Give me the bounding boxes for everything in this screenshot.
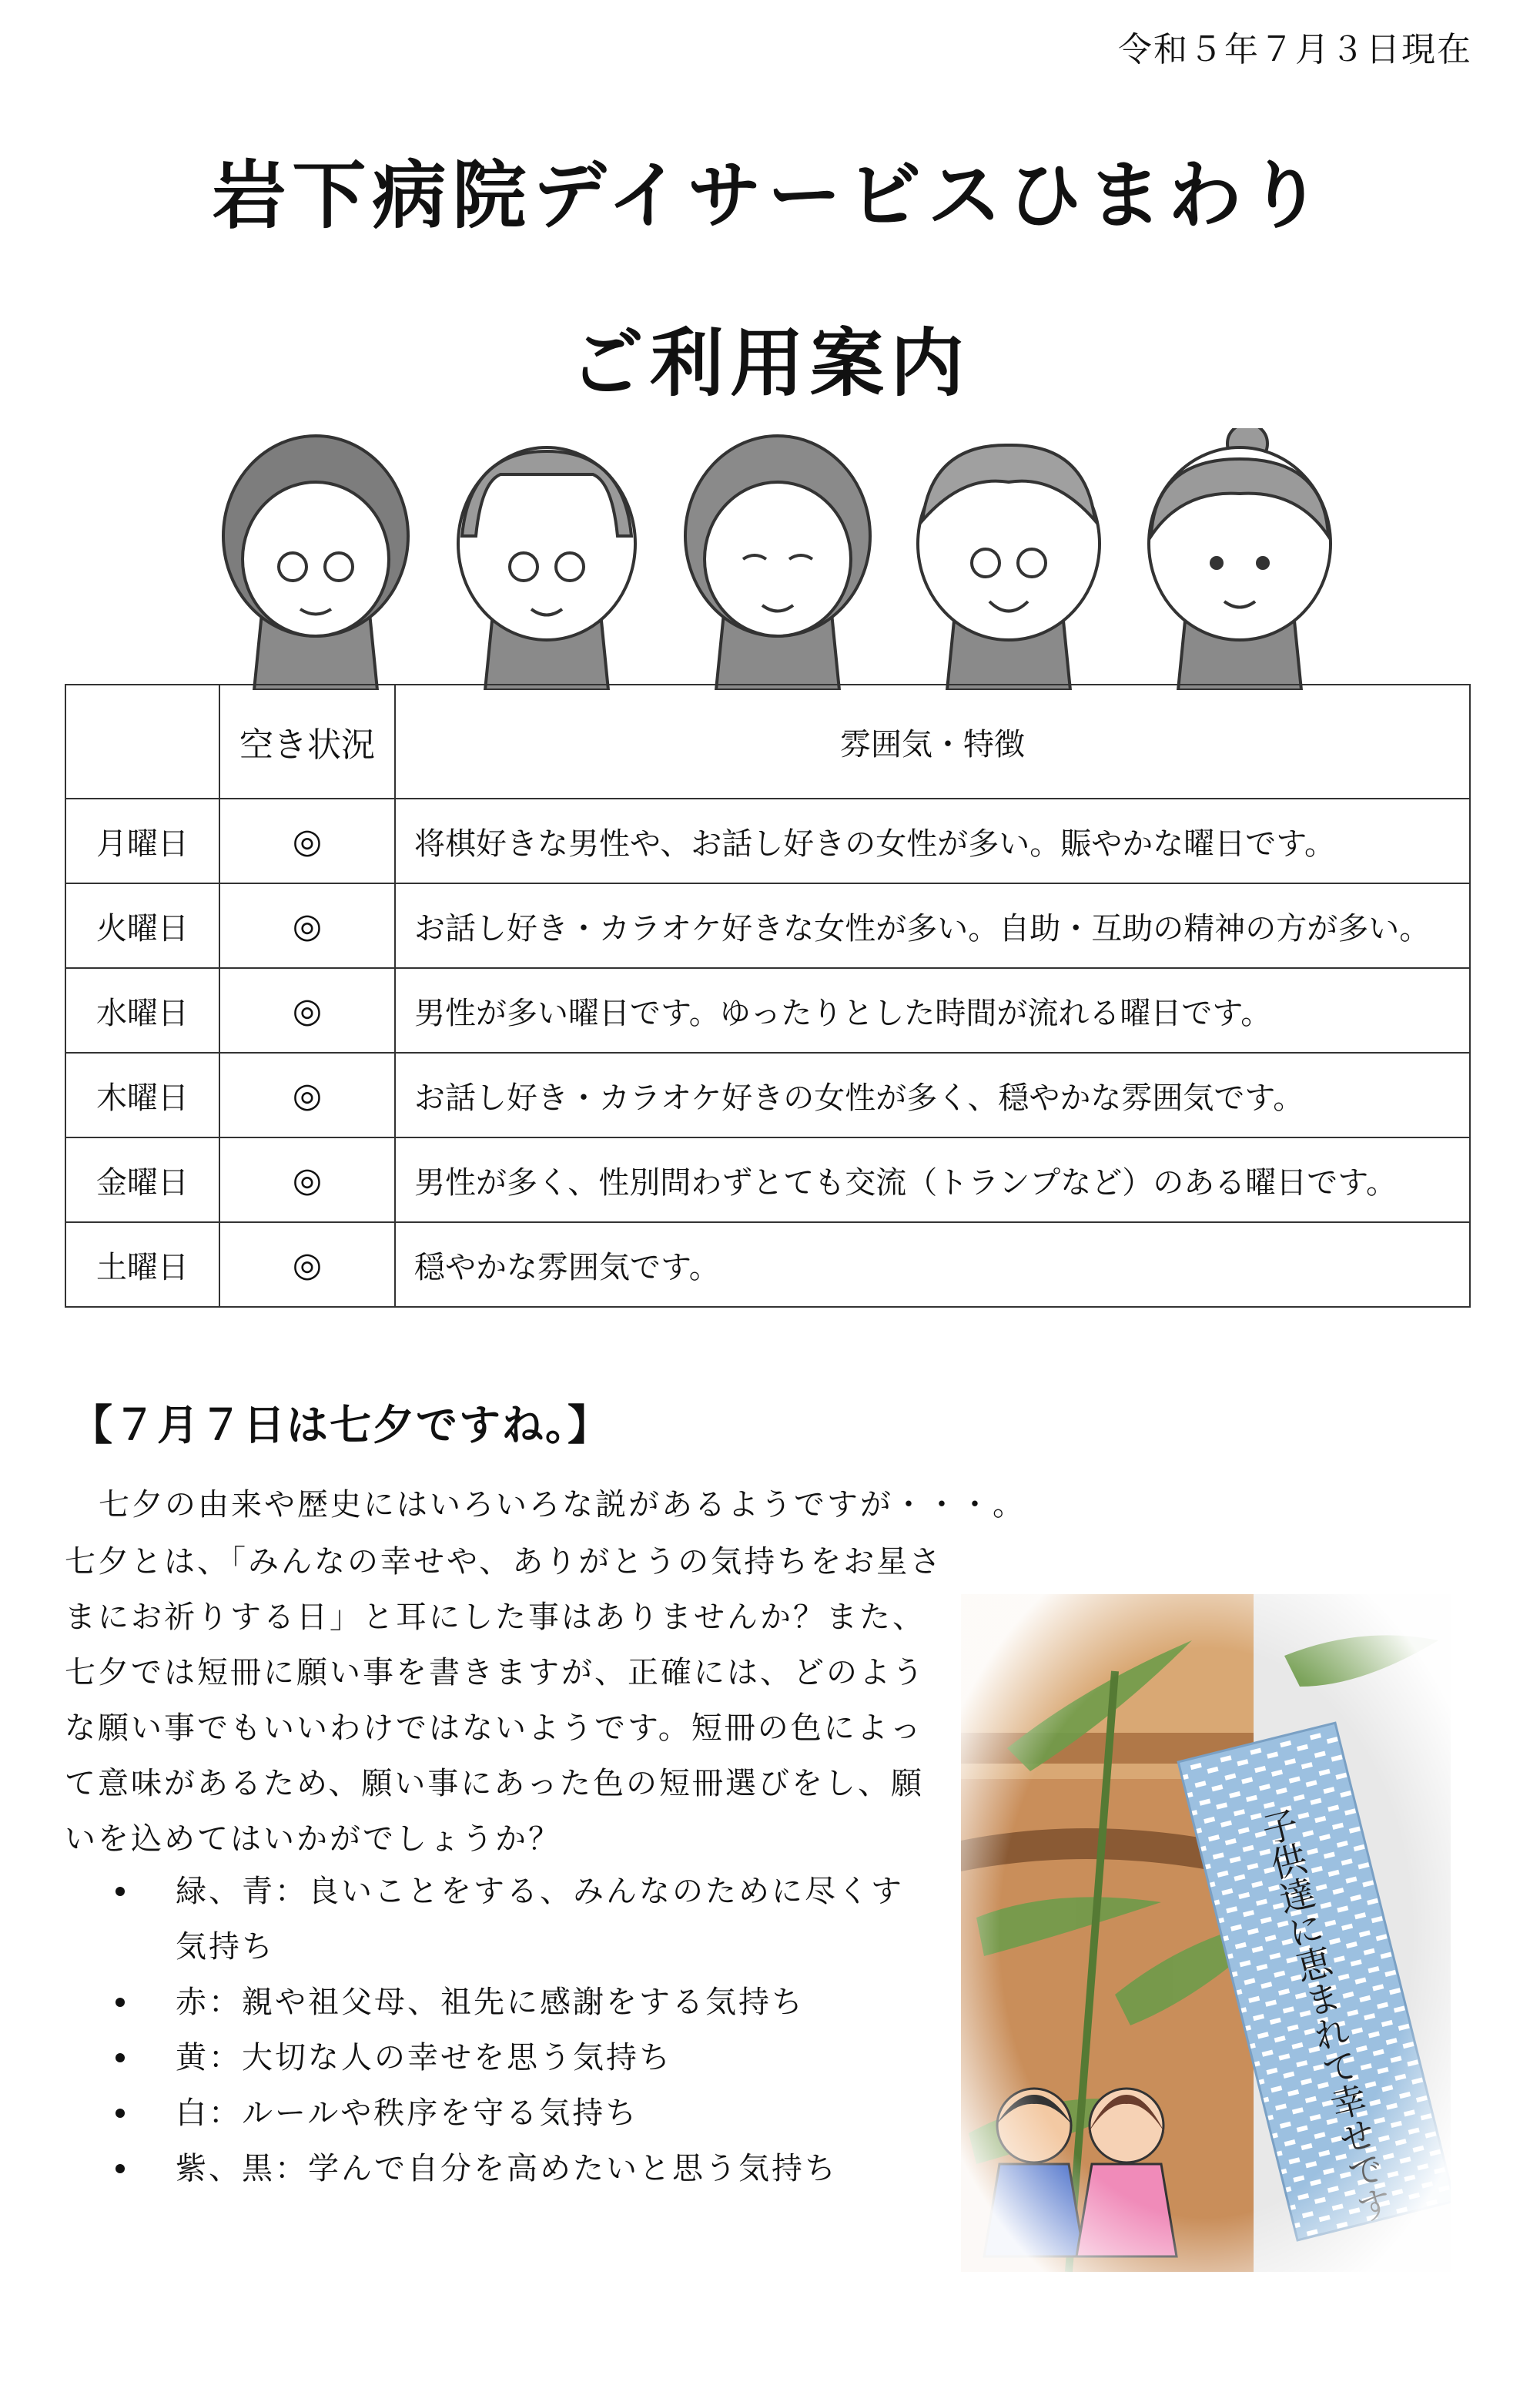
table-row — [65, 799, 1470, 883]
table-header-row — [65, 685, 1470, 799]
bullet-icon — [116, 1887, 125, 1896]
table-row — [65, 1137, 1470, 1222]
tanabata-intro: 七夕の由来や歴史にはいろいろな説があるようですが・・・。 — [99, 1487, 1026, 1523]
paragraph-line: 七夕とは、「みんなの幸せや、ありがとうの気持ちをお星さ — [65, 1544, 943, 1580]
table-row — [65, 968, 1470, 1053]
availability-cell: ◎ — [219, 799, 395, 883]
note-cell: 穏やかな雰囲気です。 — [395, 1222, 1470, 1307]
availability-table — [65, 684, 1471, 1308]
table-header-notes: 雰囲気・特徴 — [395, 685, 1470, 799]
list-item-text: 白：ルールや秩序を守る気持ち — [176, 2096, 639, 2131]
paragraph-line: 七夕では短冊に願い事を書きますが、正確には、どのよう — [65, 1655, 926, 1690]
elder-face-1 — [223, 436, 408, 690]
elderly-people-illustration — [208, 428, 1348, 690]
color-meaning-list — [108, 1864, 924, 2196]
paragraph-line: まにお祈りする日」と耳にした事はありませんか？また、 — [65, 1600, 926, 1635]
list-item-text: 緑、青：良いことをする、みんなのために尽くす — [176, 1874, 904, 1909]
note-cell: 男性が多い曜日です。ゆったりとした時間が流れる曜日です。 — [395, 968, 1470, 1053]
note-cell: 男性が多く、性別問わずとても交流（トランプなど）のある曜日です。 — [395, 1137, 1470, 1222]
table-row — [65, 1053, 1470, 1137]
note-cell: お話し好き・カラオケ好きな女性が多い。自助・互助の精神の方が多い。 — [395, 883, 1470, 968]
table-header-availability: 空き状況 — [219, 685, 395, 799]
note-cell: お話し好き・カラオケ好きの女性が多く、穏やかな雰囲気です。 — [395, 1053, 1470, 1137]
availability-cell: ◎ — [219, 1053, 395, 1137]
paragraph-line: な願い事でもいいわけではないようです。短冊の色によっ — [65, 1710, 923, 1746]
elder-face-2 — [458, 447, 635, 690]
day-cell: 木曜日 — [65, 1053, 219, 1137]
tanabata-heading: 【７月７日は七夕ですね。】 — [71, 1400, 611, 1449]
tanabata-photo — [961, 1594, 1451, 2272]
table-header-day — [65, 685, 219, 799]
list-item — [108, 2141, 924, 2196]
bullet-icon — [116, 2053, 125, 2062]
date-label: 令和５年７月３日現在 — [1118, 30, 1472, 69]
list-item-text: 黄：大切な人の幸せを思う気持ち — [176, 2040, 672, 2075]
elder-face-4 — [918, 445, 1100, 690]
elder-face-5 — [1149, 428, 1331, 690]
availability-cell: ◎ — [219, 1137, 395, 1222]
paragraph-line: て意味があるため、願い事にあった色の短冊選びをし、願 — [65, 1766, 924, 1801]
day-cell: 水曜日 — [65, 968, 219, 1053]
bullet-icon — [116, 2164, 125, 2173]
note-cell: 将棋好きな男性や、お話し好きの女性が多い。賑やかな曜日です。 — [395, 799, 1470, 883]
day-cell: 月曜日 — [65, 799, 219, 883]
elder-face-3 — [685, 436, 870, 690]
list-item — [108, 2085, 924, 2141]
list-item — [108, 2030, 924, 2085]
table-row — [65, 883, 1470, 968]
list-item-text: 赤：親や祖父母、祖先に感謝をする気持ち — [176, 1985, 805, 2020]
list-item — [108, 1864, 924, 1975]
bullet-icon — [116, 1998, 125, 2007]
page-title: 岩下病院デイサービスひまわり — [212, 152, 1328, 239]
table-row — [65, 1222, 1470, 1307]
bullet-icon — [116, 2109, 125, 2118]
day-cell: 火曜日 — [65, 883, 219, 968]
availability-cell: ◎ — [219, 883, 395, 968]
list-item — [108, 1975, 924, 2030]
availability-cell: ◎ — [219, 968, 395, 1053]
page-subtitle: ご利用案内 — [570, 320, 970, 407]
list-item-text: 気持ち — [176, 1929, 275, 1965]
list-item-text: 紫、黒：学んで自分を高めたいと思う気持ち — [176, 2151, 838, 2186]
availability-cell: ◎ — [219, 1222, 395, 1307]
day-cell: 金曜日 — [65, 1137, 219, 1222]
tanabata-paragraph — [65, 1534, 943, 1867]
paragraph-line: いを込めてはいかがでしょうか？ — [65, 1821, 561, 1857]
day-cell: 土曜日 — [65, 1222, 219, 1307]
